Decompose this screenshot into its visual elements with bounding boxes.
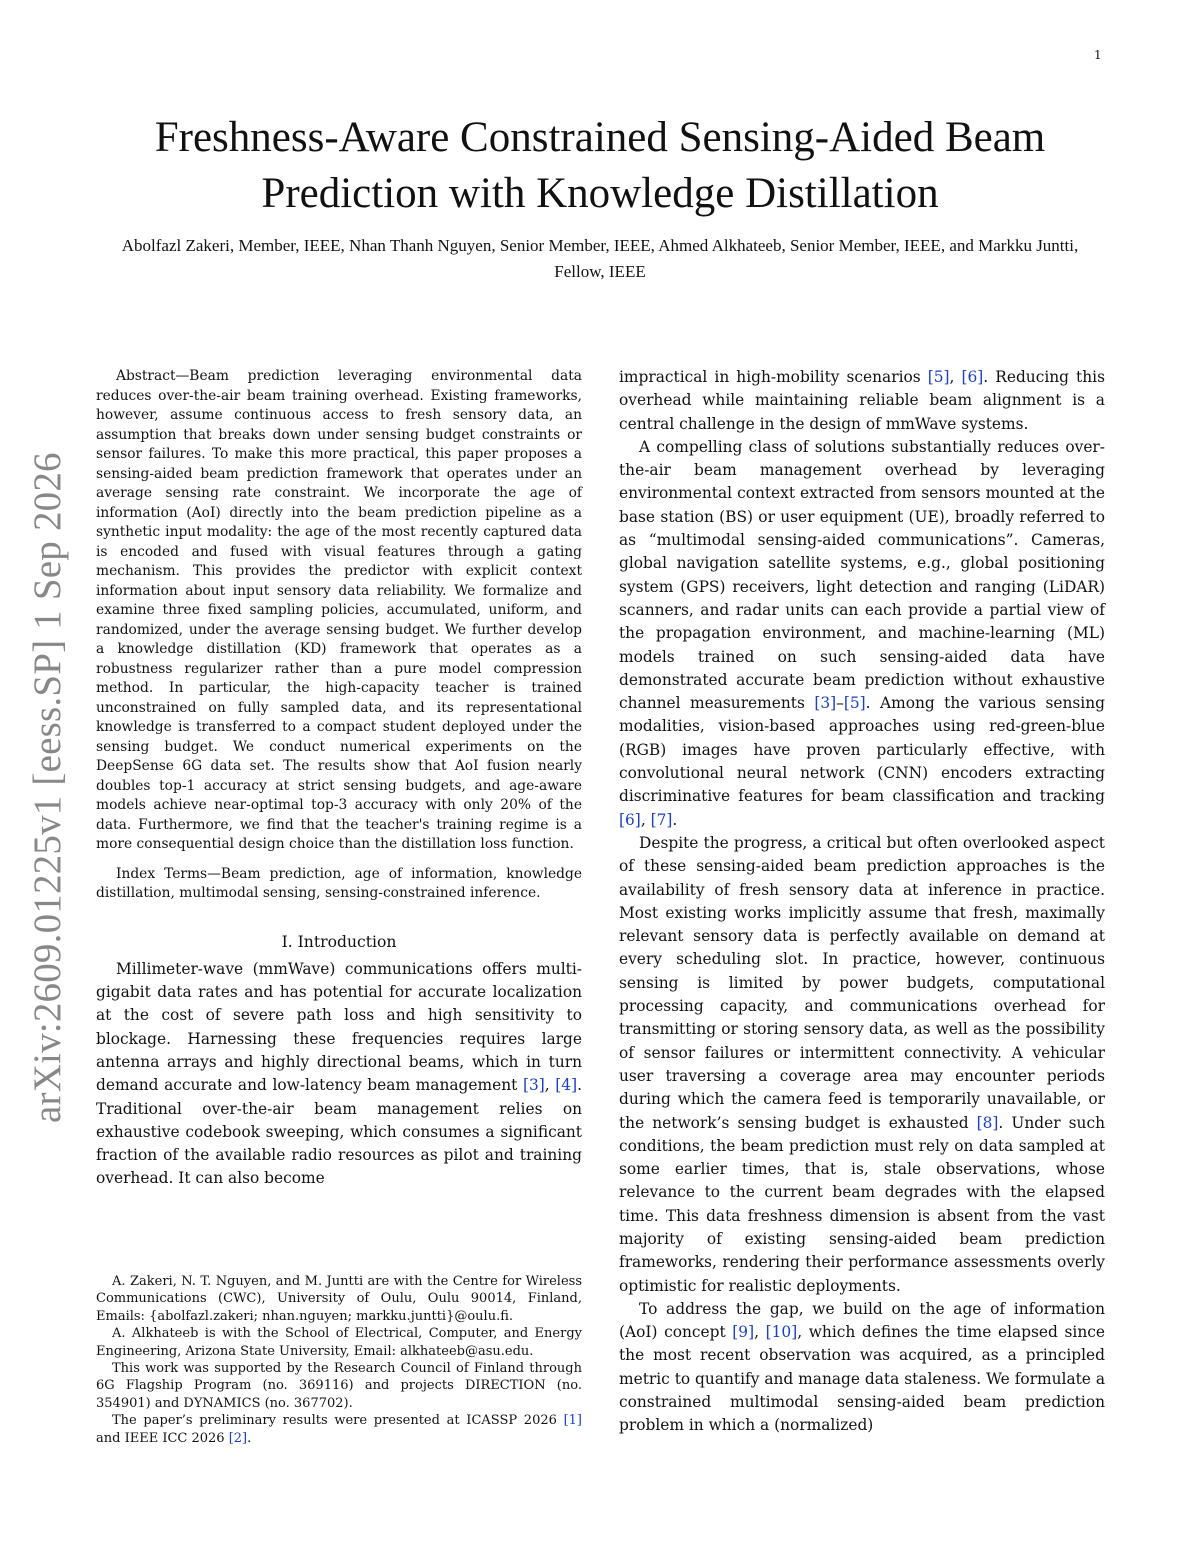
citation-link[interactable]: [7] [650, 810, 673, 829]
citation-link[interactable]: [2] [228, 1430, 248, 1446]
paper-title: Freshness-Aware Constrained Sensing-Aided Beam Prediction with Knowledge Distillation [154, 114, 1046, 217]
text-run: , [754, 1323, 766, 1342]
text-run: and IEEE ICC 2026 [96, 1430, 229, 1446]
citation-link[interactable]: [8] [976, 1113, 999, 1132]
abstract: Abstract—Beam prediction leveraging environmental data reduces over-the-air beam training overhead. Existing frameworks, however, assume continuous access to fresh sensory data, an assumption that breaks down under sensing budget constraints or sensor failures. To make this more practical, this paper proposes a sensing-aided beam prediction framework that operates under an average sensing rate constraint. We incorporate the age of information (AoI) directly into the beam prediction pipeline as a synthetic input modality: the age of the most recently captured data is encoded and fused with visual features through a gating mechanism. This provides the predictor with explicit context information about input sensory data reliability. We formalize and examine three fixed sampling policies, accumulated, uniform, and randomized, under the average sensing budget. We further develop a knowledge distillation (KD) framework that operates as a robustness regularizer rather than a pure model compression method. In particular, the high-capacity teacher is trained unconstrained on fully sampled data, and its representational knowledge is transferred to a compact student deployed under the sensing budget. We conduct numerical experiments on the DeepSense 6G data set. The results show that AoI fusion nearly doubles top-1 accuracy at strict sensing budgets, and age-aware models achieve near-optimal top-3 accuracy with only 20% of the data. Furthermore, we find that the teacher's training regime is a more consequential design choice than the distillation loss function. [96, 368, 582, 852]
text-run: The paper’s preliminary results were presented at ICASSP 2026 [112, 1413, 564, 1429]
text-run: . Under such conditions, the beam prediction must rely on data sampled at some earlier times, that is, stale observations, whose relevance to the current beam degrades with the elapsed time. This data freshness dimension is absent from the vast majority of existing sensing-aided beam prediction frameworks, rendering their performance assessments overly optimistic for realistic deployments. [619, 1113, 1105, 1295]
footnote-affiliation-oulu: A. Zakeri, N. T. Nguyen, and M. Juntti are with the Centre for Wireless Communications (CWC), University of Oulu, Oulu 90014, Finland, Emails: {abolfazl.zakeri; nhan.nguyen; markku.juntti}@oulu.fi. [96, 1274, 582, 1324]
citation-link[interactable]: [3] [814, 694, 837, 713]
footnotes [96, 1273, 582, 1447]
text-run: . Traditional over-the-air beam management relies on exhaustive codebook sweeping, which consumes a significant fraction of the available radio resources as pilot and training overhead. It can also become [96, 1076, 582, 1188]
footnote-funding: This work was supported by the Research Council of Finland through 6G Flagship Program (no. 369116) and projects DIRECTION (no. 354901) and DYNAMICS (no. 367702). [96, 1361, 582, 1411]
text-run: , [640, 810, 651, 829]
text-run: . Reducing this overhead while maintaining reliable beam alignment is a central challenge in the design of mmWave systems. [619, 368, 1105, 433]
text-run: Millimeter-wave (mmWave) communications offers multi-gigabit data rates and has potential for accurate localization at the cost of severe path loss and high sensitivity to blockage. Harnessing these frequencies requires large antenna arrays and highly directional beams, which in turn demand accurate and low-latency beam management [96, 959, 582, 1095]
citation-link[interactable]: [10] [765, 1323, 798, 1342]
citation-link[interactable]: [1] [563, 1413, 582, 1429]
page-number: 1 [1094, 48, 1102, 62]
index-terms: Index Terms—Beam prediction, age of information, knowledge distillation, multimodal sensing, sensing-constrained inference. [96, 865, 582, 901]
right-column [619, 366, 1105, 1438]
intro-paragraph-1 [96, 958, 582, 1191]
footnote-affiliation-asu: A. Alkhateeb is with the School of Electrical, Computer, and Energy Engineering, Arizona State University, Email: alkhateeb@asu.edu. [96, 1326, 582, 1359]
citation-link[interactable]: [3] [522, 1076, 545, 1095]
text-run: – [836, 694, 844, 713]
citation-link[interactable]: [4] [555, 1076, 578, 1095]
citation-link[interactable]: [5] [843, 694, 866, 713]
left-column [96, 367, 582, 1191]
footnote-preliminary-results [96, 1412, 582, 1447]
text-run: A compelling class of solutions substantially reduces over-the-air beam management overhead by leveraging environmental context extracted from sensors mounted at the base station (BS) or user equipment (UE), broadly referred to as “multimodal sensing-aided communications”. Cameras, global navigation satellite systems, e.g., global positioning system (GPS) receivers, light detection and ranging (LiDAR) scanners, and radar units can each provide a partial view of the propagation environment, and machine-learning (ML) models trained on such sensing-aided data have demonstrated accurate beam prediction without exhaustive channel measurements [619, 437, 1105, 713]
citation-link[interactable]: [9] [732, 1323, 755, 1342]
citation-link[interactable]: [5] [927, 368, 950, 386]
section-heading-introduction: I. Introduction [281, 932, 397, 951]
intro-paragraph-1-continued [619, 366, 1105, 436]
intro-paragraph-4 [619, 1298, 1105, 1438]
text-run: . [672, 810, 678, 829]
text-run: , [949, 368, 962, 386]
arxiv-side-stamp: arXiv:2609.01225v1 [eess.SP] 1 Sep 2026 [26, 452, 69, 1123]
citation-link[interactable]: [6] [961, 368, 984, 386]
text-run: Despite the progress, a critical but often overlooked aspect of these sensing-aided beam prediction approaches is the availability of fresh sensory data at inference in practice. Most existing works implicitly assume that fresh, maximally relevant sensory data is perfectly available on demand at every scheduling slot. In practice, however, continuous sensing is limited by power budgets, computational processing capacity, and communications overhead for transmitting or storing sensory data, as well as the possibility of sensor failures or intermittent connectivity. A vehicular user traversing a coverage area may encounter periods during which the camera feed is temporarily unavailable, or the network’s sensing budget is exhausted [619, 833, 1105, 1132]
text-run: . Among the various sensing modalities, vision-based approaches using red-green-blue (RGB) images have proven particularly effective, with convolutional neural network (CNN) encoders extracting discriminative features for beam classification and tracking [619, 694, 1105, 806]
text-run: impractical in high-mobility scenarios [619, 368, 928, 386]
text-run: . [247, 1430, 252, 1446]
text-run: , which defines the time elapsed since the most recent observation was acquired, as a principled metric to quantify and manage data staleness. We formulate a constrained multimodal sensing-aided beam prediction problem in which a (normalized) [619, 1323, 1105, 1435]
citation-link[interactable]: [6] [619, 810, 641, 829]
intro-paragraph-2 [619, 436, 1105, 832]
author-list: Abolfazl Zakeri, Member, IEEE, Nhan Thanh Nguyen, Senior Member, IEEE, Ahmed Alkhateeb, Senior Member, IEEE, and Markku Juntti, Fellow, IEEE [121, 236, 1079, 281]
intro-paragraph-3 [619, 832, 1105, 1298]
text-run: To address the gap, we build on the age of information (AoI) concept [619, 1299, 1105, 1342]
text-run: , [544, 1076, 556, 1095]
